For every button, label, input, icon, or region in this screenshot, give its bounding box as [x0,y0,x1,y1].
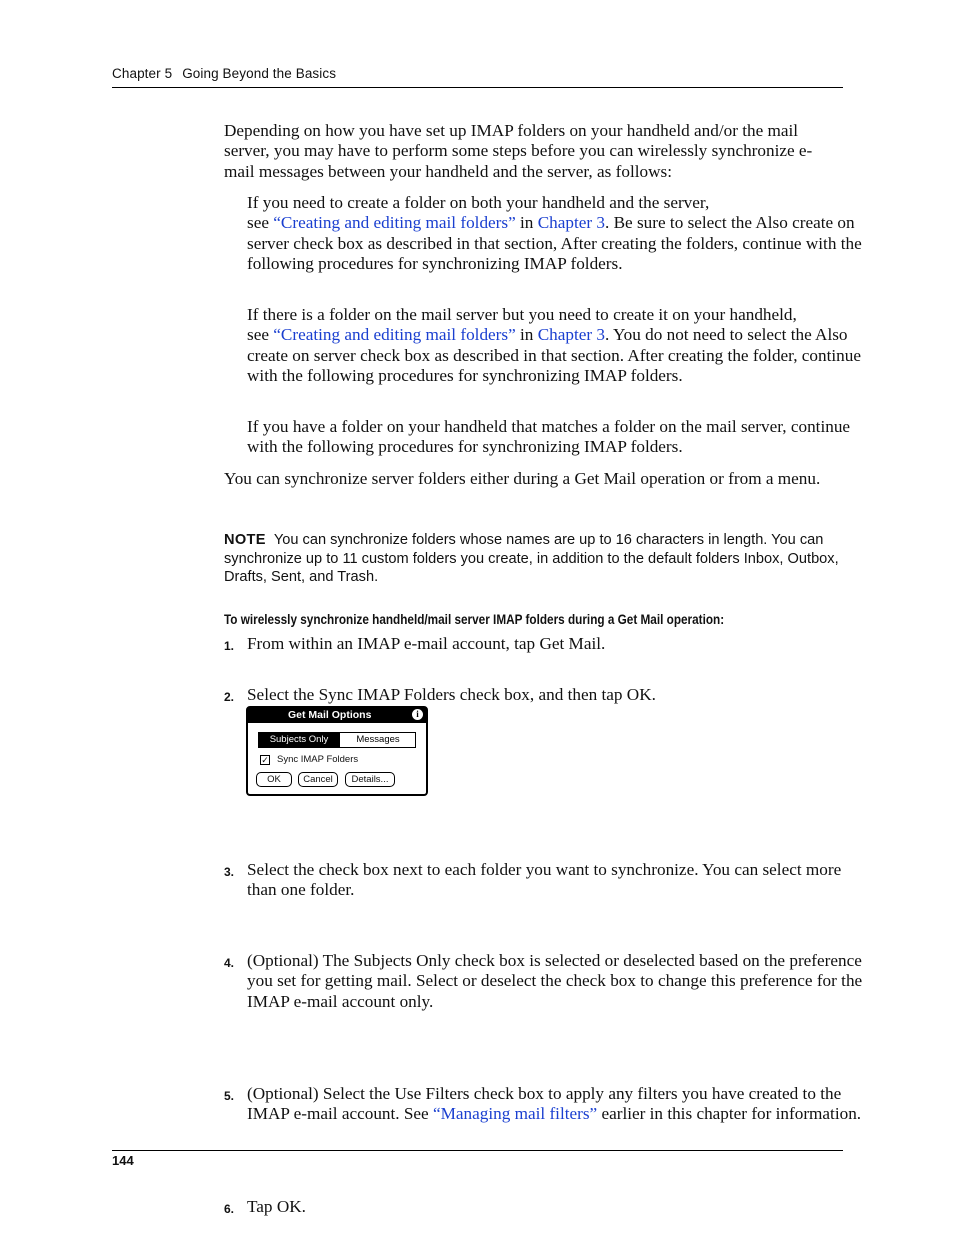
step-number: 1. [224,639,235,653]
intro-paragraph: Depending on how you have set up IMAP folders on your handheld and/or the mail server, you may have to perform some steps before you can wirelessly synchronize e-mail messages between your handheld and the server, as follows: [224,121,813,181]
chapter-3-link[interactable]: Chapter 3 [537,325,605,345]
step-text-before: (Optional) Select the Use Filters check box to apply any filters you have created to the IMAP e-mail account. See [247,1084,842,1124]
step-3 [224,860,865,901]
sync-imap-label: Sync IMAP Folders [277,754,359,765]
case-create-both: If you need to create a folder on both your handheld and the server, see “Creating and editing mail folders” in Chapter 3. Be sure to select the Also create on server check box as described in that section, After creating the folders, continue with the following procedures for synchronizing IMAP folders. [247,193,862,273]
case-create-handheld: If there is a folder on the mail server but you need to create it on your handheld, see “Creating and editing mail folders” in Chapter 3. You do not need to select the Also create on server check box as described in that section. After creating the folder, continue with the following procedures for synchronizing IMAP folders. [247,305,861,385]
procedure-heading: To wirelessly synchronize handheld/mail server IMAP folders during a Get Mail operation: [224,611,725,627]
case2-line1: If there is a folder on the mail server but you need to create it on your handheld, [247,305,797,324]
case1-line1: If you need to create a folder on both your handheld and the server, [247,193,710,212]
managing-filters-link[interactable]: “Managing mail filters” [432,1104,598,1124]
step-text: From within an IMAP e-mail account, tap Get Mail. [247,634,606,653]
header-rule [112,87,843,88]
step-number: 2. [224,690,235,705]
sync-paragraph: You can synchronize server folders either during a Get Mail operation or from a menu. [224,469,821,488]
sync-imap-checkbox[interactable]: ✓ [261,755,269,765]
footer-rule [112,1150,843,1151]
details-button[interactable]: Details... [345,772,395,787]
procedure-heading-wrap [224,609,842,629]
step-text: Tap OK. [247,1196,306,1216]
dialog-title-bar [248,708,426,723]
cancel-button[interactable]: Cancel [298,772,338,787]
step-text: (Optional) The Subjects Only check box is selected or deselected based on the preference you set for getting mail. Select or deselect the check box to change this preference for the IMAP e-mail account only. [247,951,863,1011]
ok-button[interactable]: OK [256,772,292,787]
step-text: Select the check box next to each folder you want to synchronize. You can select more than one folder. [247,859,842,899]
step-number: 4. [224,956,235,971]
step-text-after: earlier in this chapter for information. [597,1104,862,1124]
messages-button[interactable]: Messages [339,733,416,747]
creating-folders-link[interactable]: “Creating and editing mail folders” [273,213,516,233]
note-label: NOTE [224,532,266,548]
chapter-title: Going Beyond the Basics [182,66,337,81]
step-5 [224,1084,865,1125]
step-4 [224,951,865,1012]
running-header [112,66,336,81]
get-mail-options-dialog [246,706,428,796]
subjects-only-button[interactable]: Subjects Only [259,733,339,747]
note-block [224,531,842,587]
creating-folders-link[interactable]: “Creating and editing mail folders” [273,325,516,345]
step-number: 3. [224,864,235,879]
step-text: Select the Sync IMAP Folders check box, and then tap OK. [247,685,656,705]
step-number: 6. [224,1201,235,1216]
step-1 [224,634,865,654]
step-6 [224,1197,865,1217]
dialog-title: Get Mail Options [288,709,372,721]
page-number: 144 [112,1153,134,1168]
info-icon[interactable]: i [412,709,423,720]
step-number: 5. [224,1089,235,1104]
retrieve-option-group [258,732,416,748]
case-matching-folder: If you have a folder on your handheld that matches a folder on the mail server, continue with the following procedures for synchronizing IMAP folders. [247,417,851,457]
chapter-label: Chapter 5 [112,66,173,81]
note-text: You can synchronize folders whose names are up to 16 characters in length. You can synchronize up to 11 custom folders you create, in addition to the default folders Inbox, Outbox, Drafts, Sent, and Trash. [224,532,839,585]
step-2 [224,685,865,705]
chapter-3-link[interactable]: Chapter 3 [537,213,605,233]
